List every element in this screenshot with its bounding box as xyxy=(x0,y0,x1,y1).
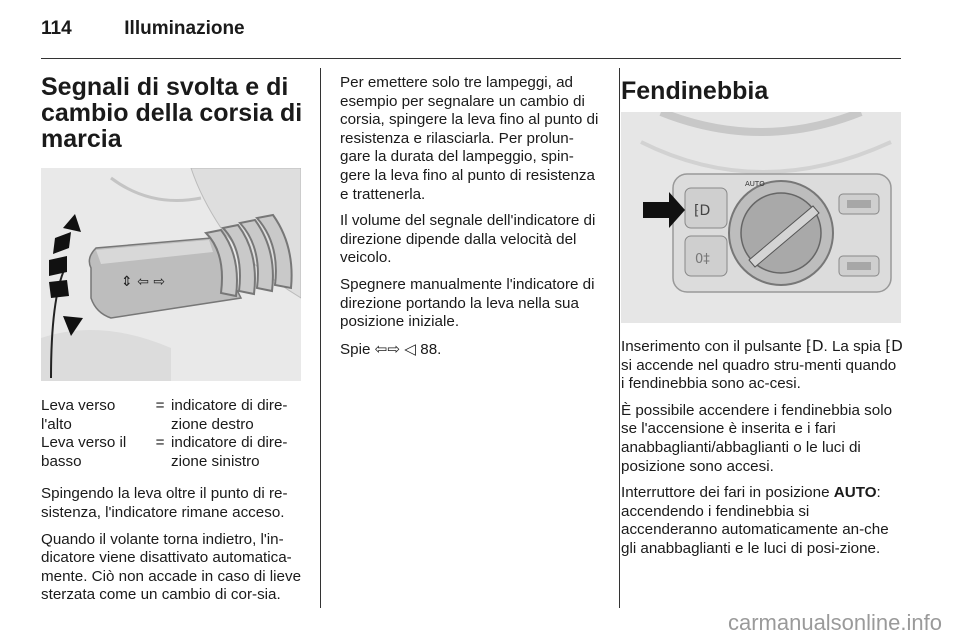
svg-text:⇕ ⇦ ⇨: ⇕ ⇦ ⇨ xyxy=(121,274,166,290)
page-reference-icon[interactable]: ◁ xyxy=(404,339,417,358)
auto-label: AUTO xyxy=(745,180,765,188)
watermark: carmanualsonline.info xyxy=(727,610,942,635)
header-rule xyxy=(41,58,901,59)
text-segment: : accendendo i fendinebbia si accenderanno automaticamente an-che gli anabbaglianti e le luci di posi-zione. xyxy=(621,484,889,557)
reference-label: Spie xyxy=(340,340,371,358)
middle-column xyxy=(340,74,603,367)
svg-text:0‡: 0‡ xyxy=(695,252,710,267)
text-segment: . La spia xyxy=(823,338,881,355)
definition-row xyxy=(41,434,303,471)
auto-term: AUTO xyxy=(833,484,877,502)
paragraph xyxy=(621,337,903,394)
paragraph: Spingendo la leva oltre il punto di re-sistenza, l'indicatore rimane acceso. xyxy=(41,485,288,521)
paragraph: Per emettere solo tre lampeggi, ad esempio per segnalare un cambio di corsia, spingere la leva fino al punto di resistenza e rilasciarla. Per prolun-gare la durata del lampeggio, spin-gere la leva fino al punto di resistenza e trattenerla. xyxy=(340,74,599,203)
cross-reference xyxy=(340,340,603,360)
right-column xyxy=(621,74,903,567)
paragraph: Quando il volante torna indietro, l'in-dicatore viene disattivato automatica-mente. Ciò non accade in caso di lieve sterzata come un cambio di cor-sia. xyxy=(41,530,302,604)
section-heading-turn-signals: Segnali di svolta e di cambio della corsia di marcia xyxy=(41,73,303,153)
definition-term: Leva verso il basso xyxy=(41,434,127,470)
definition-equals: = xyxy=(155,397,165,414)
page-header xyxy=(41,18,245,40)
column-divider-1 xyxy=(320,68,321,608)
definition-equals: = xyxy=(155,434,165,452)
definition-term: Leva verso l'alto xyxy=(41,397,116,433)
paragraph: Spegnere manualmente l'indicatore di direzione portando la leva nella sua posizione iniziale. xyxy=(340,275,595,331)
turn-signal-icon: ⇦⇨ xyxy=(374,339,401,358)
text-segment: si accende nel quadro stru-menti quando i fendinebbia sono ac-cesi. xyxy=(621,356,897,393)
paragraph xyxy=(621,484,903,558)
page-number: 114 xyxy=(41,18,72,39)
section-heading-fog-lights: Fendinebbia xyxy=(621,77,769,105)
left-column xyxy=(41,74,303,613)
fog-light-icon: ⁅D xyxy=(885,337,903,355)
paragraph: È possibile accendere i fendinebbia solo se l'accensione è inserita e i fari anabbaglianti/abbaglianti o le luci di posizione sono accesi. xyxy=(621,401,893,475)
column-divider-2 xyxy=(619,68,620,608)
text-segment: Interruttore dei fari in posizione xyxy=(621,484,830,502)
definition-description: indicatore di dire-zione destro xyxy=(171,397,288,433)
definition-list xyxy=(41,397,303,471)
svg-text:⁅D: ⁅D xyxy=(694,203,711,219)
fog-light-icon: ⁅D xyxy=(805,337,824,355)
text-segment: Inserimento con il pulsante xyxy=(621,338,802,355)
turn-signal-lever-illustration xyxy=(41,168,301,381)
chapter-title: Illuminazione xyxy=(124,18,245,39)
definition-description: indicatore di dire-zione sinistro xyxy=(171,434,288,470)
light-switch-illustration xyxy=(621,112,901,323)
paragraph: Il volume del segnale dell'indicatore di direzione dipende dalla velocità del veicolo. xyxy=(340,212,596,267)
definition-row xyxy=(41,397,303,434)
reference-page[interactable]: 88. xyxy=(420,340,442,358)
